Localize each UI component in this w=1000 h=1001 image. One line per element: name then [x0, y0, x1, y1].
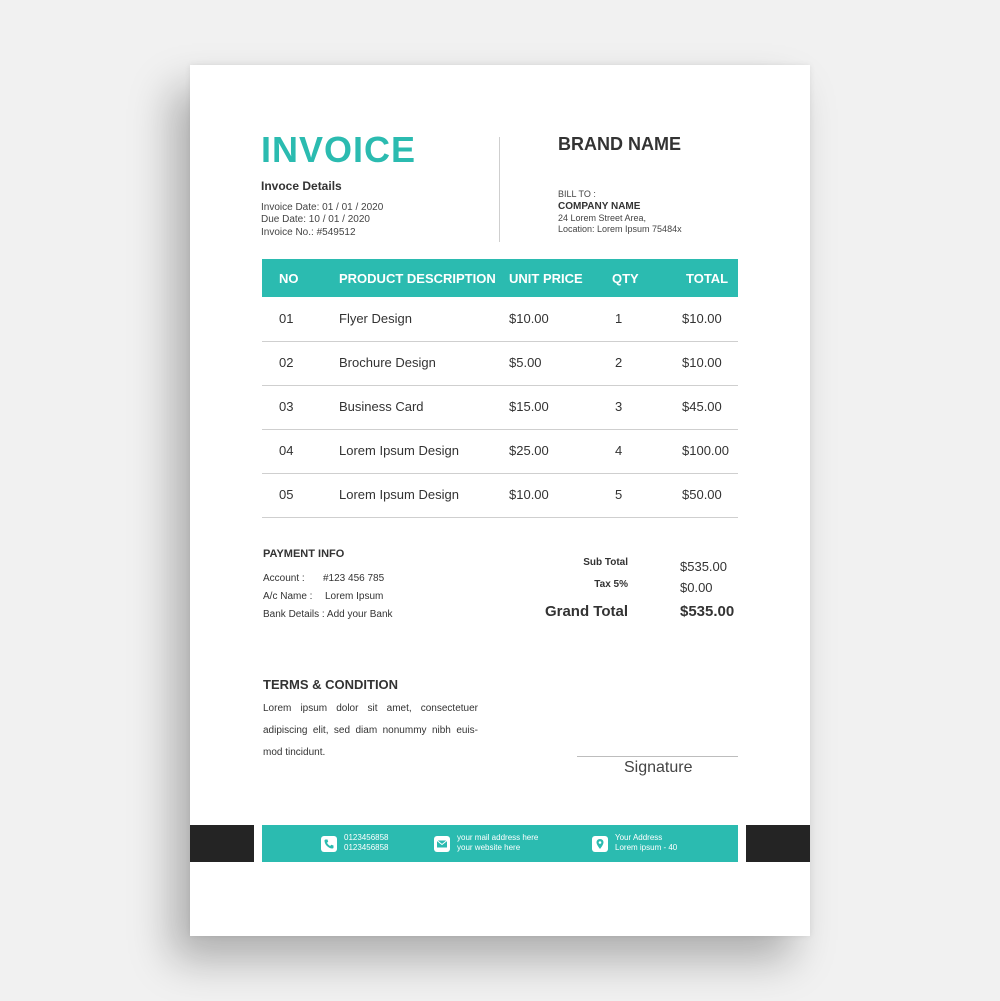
- footer-dark-bar-right: [746, 825, 810, 862]
- table-row: [262, 429, 738, 474]
- invoice-title: INVOICE: [261, 129, 417, 170]
- payment-info-heading: PAYMENT INFO: [263, 548, 345, 560]
- row-total: $45.00: [682, 399, 722, 414]
- invoice-page: [190, 65, 810, 936]
- footer-mail: [457, 833, 538, 853]
- row-no: 01: [279, 311, 294, 326]
- footer-address: [615, 833, 677, 853]
- account-name-line: [263, 591, 384, 602]
- row-unit-price: $15.00: [509, 399, 549, 414]
- row-no: 03: [279, 399, 294, 414]
- row-qty: 4: [615, 443, 623, 458]
- row-unit-price: $5.00: [509, 355, 542, 370]
- mail-address: your mail address here: [457, 833, 539, 842]
- table-row: [262, 385, 738, 430]
- account-line: [263, 573, 385, 584]
- table-row: [262, 473, 738, 518]
- row-total: $10.00: [682, 311, 722, 326]
- tax-label: Tax 5%: [594, 579, 628, 590]
- row-description: Business Card: [339, 399, 424, 414]
- mail-icon: [434, 836, 450, 852]
- terms-heading: TERMS & CONDITION: [263, 677, 399, 692]
- address-line-2: Location: Lorem Ipsum 75484x: [558, 224, 682, 234]
- account-name-value: Lorem Ipsum: [325, 591, 384, 602]
- row-unit-price: $10.00: [509, 311, 549, 326]
- bank-details: Bank Details : Add your Bank: [263, 609, 393, 620]
- invoice-date: Invoice Date: 01 / 01 / 2020: [261, 202, 384, 213]
- bill-to-label: BILL TO :: [558, 189, 596, 199]
- row-unit-price: $25.00: [509, 443, 549, 458]
- account-value: #123 456 785: [323, 573, 385, 584]
- footer-phones: [344, 833, 389, 853]
- grand-total-value: $535.00: [680, 603, 735, 620]
- company-name: COMPANY NAME: [558, 201, 641, 212]
- grand-total-label: Grand Total: [544, 603, 628, 620]
- table-row: [262, 341, 738, 386]
- table-row: [262, 297, 738, 342]
- row-no: 05: [279, 487, 294, 502]
- row-qty: 2: [615, 355, 623, 370]
- footer-dark-bar-left: [190, 825, 254, 862]
- row-unit-price: $10.00: [509, 487, 549, 502]
- row-no: 04: [279, 443, 294, 458]
- subtotal-value: $535.00: [680, 559, 727, 574]
- row-total: $50.00: [682, 487, 722, 502]
- terms-body: Lorem ipsum dolor sit amet, consectetuer adipiscing elit, sed diam nonummy nibh euis-mod tincidunt.: [263, 703, 478, 758]
- row-total: $100.00: [682, 443, 729, 458]
- header-qty: QTY: [612, 271, 639, 286]
- account-label: Account :: [263, 573, 305, 584]
- invoice-number: Invoice No.: #549512: [261, 227, 356, 238]
- table-header: [262, 259, 738, 297]
- header-description: PRODUCT DESCRIPTION: [339, 271, 496, 286]
- row-description: Lorem Ipsum Design: [339, 443, 459, 458]
- address-2: Lorem ipsum - 40: [615, 843, 678, 852]
- row-description: Brochure Design: [339, 355, 436, 370]
- header-unit-price: UNIT PRICE: [509, 271, 583, 286]
- footer-contact-bar: [262, 825, 738, 862]
- signature-label: Signature: [624, 759, 693, 776]
- header-divider: [499, 137, 500, 242]
- subtotal-label: Sub Total: [583, 557, 628, 568]
- signature-line: [577, 756, 738, 757]
- row-total: $10.00: [682, 355, 722, 370]
- phone-1: 0123456858: [344, 833, 389, 842]
- row-description: Lorem Ipsum Design: [339, 487, 459, 502]
- row-qty: 5: [615, 487, 623, 502]
- row-no: 02: [279, 355, 294, 370]
- row-description: Flyer Design: [339, 311, 412, 326]
- address-line-1: 24 Lorem Street Area,: [558, 213, 647, 223]
- phone-2: 0123456858: [344, 843, 389, 852]
- tax-value: $0.00: [680, 580, 713, 595]
- header-total: TOTAL: [686, 271, 729, 286]
- row-qty: 1: [615, 311, 623, 326]
- location-pin-icon: [592, 836, 608, 852]
- header-no: NO: [279, 271, 299, 286]
- website: your website here: [457, 843, 521, 852]
- account-name-label: A/c Name :: [263, 591, 313, 602]
- due-date: Due Date: 10 / 01 / 2020: [261, 214, 370, 225]
- address-1: Your Address: [615, 833, 663, 842]
- brand-name: BRAND NAME: [558, 134, 681, 154]
- phone-icon: [321, 836, 337, 852]
- invoice-details-heading: Invoce Details: [261, 179, 342, 193]
- row-qty: 3: [615, 399, 623, 414]
